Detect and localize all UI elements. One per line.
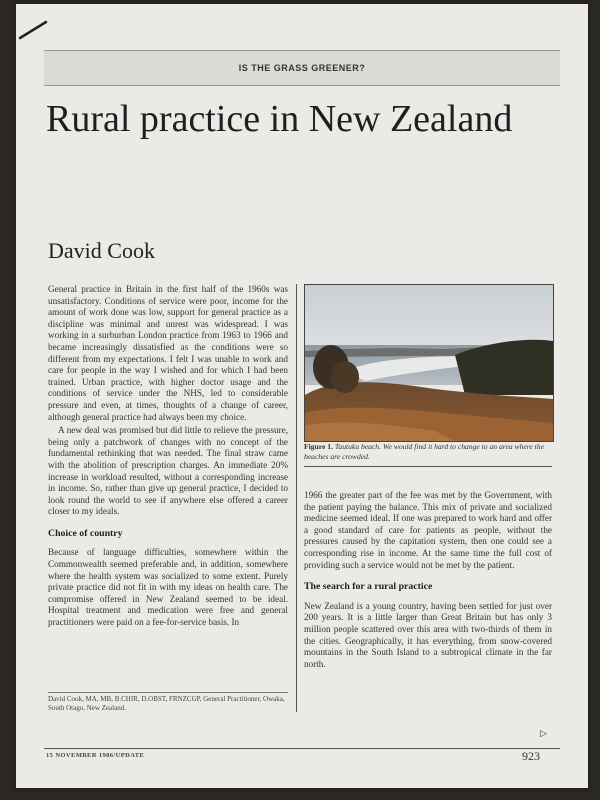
section-banner (44, 50, 560, 86)
body-paragraph: New Zealand is a young country, having been settled for just over 200 years. It is a little larger than Great Britain but has only 3 million people scattered over this area with two-thirds of them in the cities. Geographically, it has everything, from snow-covered mountains in the South Island to a subtropical climate in the far north. (304, 600, 552, 669)
footer-divider (44, 748, 560, 749)
body-paragraph: General practice in Britain in the first half of the 1960s was unsatisfactory. Conditions of service were poor, income for the amount of work done was low, support for general practice as a discipline was minimal and unrest was widespread. I was working in a surburban London practice from 1963 to 1966 and became increasingly dissatisfied as the conditions were so different from my expectations. I felt I was unable to work and care for people in the way I wished and for which I had been trained. Urban practice, with higher doctor usage and the conditions of service under the NHS, led to considerable pressure and even, at times, thoughts of a change of career, although general practice had always been my choice. (48, 284, 288, 422)
journal-page (16, 4, 588, 788)
left-column (48, 284, 288, 631)
right-column (304, 490, 552, 672)
figure-caption (304, 442, 552, 462)
section-label: IS THE GRASS GREENER? (238, 63, 366, 73)
page-number: 923 (522, 749, 540, 763)
figure-photo (304, 284, 554, 442)
continue-arrow-icon: ▷ (540, 728, 547, 738)
body-paragraph: A new deal was promised but did little to relieve the pressure, being only a patchwork of changes with no concept of the fundamental rethinking that was needed. The final straw came with the abolition of prescription charges. An immediate 20% increase in workload resulted, without a corresponding increase in income. So, rather than give up general practice, I decided to look round the world to see if anywhere else offered a career closer to my ideals. (48, 425, 288, 517)
caption-divider (304, 466, 552, 467)
body-paragraph: Because of language difficulties, somewhere within the Commonwealth seemed preferable and, in addition, somewhere where the health system was socialized to some extent. Purely private practice did not fit in with my ideas on health care. The compromise offered in New Zealand seemed to be ideal. Hospital treatment and medication were free and general practitioners were paid on a fee-for-service basis. In (48, 547, 288, 628)
figure-label: Figure 1. (304, 442, 333, 451)
body-paragraph: 1966 the greater part of the fee was met by the Government, with the patient paying the balance. This mix of private and socialized medicine seemed ideal. If one was prepared to work hard and offer a good standard of care for patients as people, without the pressures caused by the capitation system, then one could see a corresponding rise in income. At the same time the full cost of providing such a service would not be met by the patient. (304, 490, 552, 570)
issue-date: 15 NOVEMBER 1986/UPDATE (46, 752, 145, 759)
figure-caption-text: Tautuku beach. We would find it hard to change to an area where the beaches are crowded. (304, 442, 544, 461)
author-footnote: David Cook, MA, MB, B.CHIR, D.OBST, FRNZCGP, General Practitioner, Owaka, South Otago, New Zealand. (48, 692, 288, 713)
beach-photo-illustration (305, 285, 553, 441)
section-heading-choice-of-country: Choice of country (48, 527, 123, 539)
section-heading-search-rural-practice: The search for a rural practice (304, 581, 433, 593)
article-title: Rural practice in New Zealand (46, 98, 513, 140)
article-author: David Cook (48, 238, 155, 263)
column-divider (296, 284, 297, 712)
